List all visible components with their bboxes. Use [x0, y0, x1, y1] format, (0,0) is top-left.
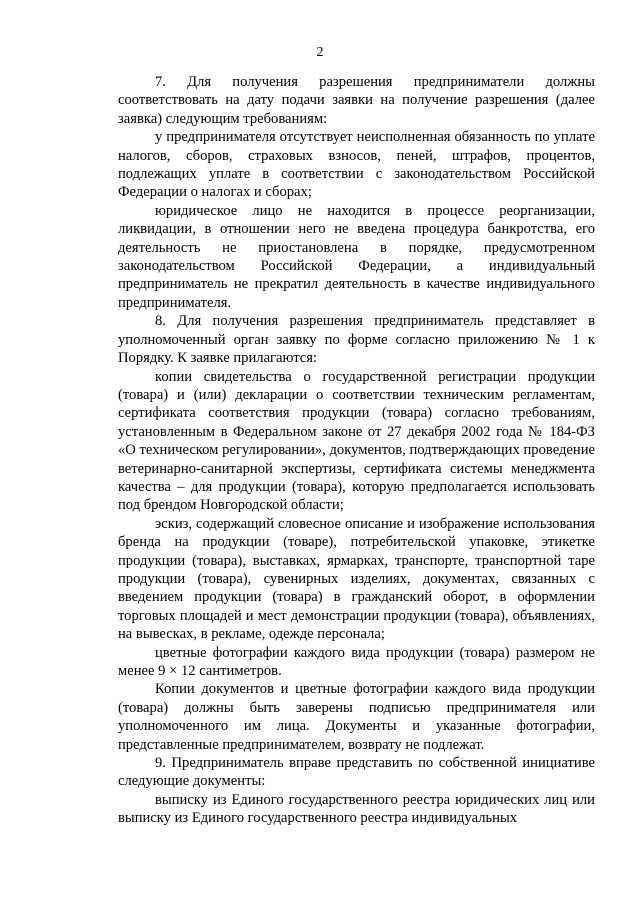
- paragraph-9-optional-documents: 9. Предприниматель вправе представить по собственной инициативе следующие документы:: [118, 755, 595, 790]
- paragraph-document-certification: Копии документов и цветные фотографии каждого вида продукции (товара) должны быть заверены подписью предпринимателя или уполномоченного им лица. Документы и указанные фотографии, представленные предпринимателем, возврату не подлежат.: [118, 681, 595, 753]
- paragraph-registry-extract: выписку из Единого государственного реестра юридических лиц или выписку из Единого государственного реестра индивидуальных: [118, 791, 595, 827]
- paragraph-legal-entity-status: юридическое лицо не находится в процессе реорганизации, ликвидации, в отношении него не введена процедура банкротства, его деятельность не приостановлена в порядке, предусмотренном законодательством Российской Федерации, а индивидуальный предприниматель не прекратил деятельность в качестве индивидуального предпринимателя.: [118, 202, 595, 311]
- paragraph-color-photos: цветные фотографии каждого вида продукции (товара) размером не менее 9 × 12 сантиметров.: [118, 644, 595, 679]
- page-number: 2: [316, 45, 324, 60]
- paragraph-7-requirements: 7. Для получения разрешения предприниматели должны соответствовать на дату подачи заявки на получение разрешения (далее заявка) следующим требованиям:: [118, 74, 595, 127]
- paragraph-8-application: 8. Для получения разрешения предприниматель представляет в уполномоченный орган заявку по форме согласно приложению № 1 к Порядку. К заявке прилагаются:: [118, 313, 595, 367]
- paragraph-tax-obligations: у предпринимателя отсутствует неисполненная обязанность по уплате налогов, сборов, страховых взносов, пеней, штрафов, процентов, подлежащих уплате в соответствии с законодательством Российской Федерации о налогах и сборах;: [118, 129, 595, 201]
- paragraph-brand-sketch: эскиз, содержащий словесное описание и изображение использования бренда на продукции (товаре), потребительской упаковке, этикетке продукции (товара), выставках, ярмарках, транспорте, транспортной таре продукции (товара), сувенирных изделиях, документах, связанных с введением продукции (товара) в гражданский оборот, в оформлении торговых площадей и мест демонстрации продукции (товара), объявлениях, на вывесках, в рекламе, одежде персонала;: [118, 515, 595, 643]
- document-body: [118, 73, 595, 828]
- paragraph-certificate-copies: копии свидетельства о государственной регистрации продукции (товара) и (или) декларации о соответствии техническим регламентам, сертификата соответствия продукции (товара) согласно требованиям, установленным в Федеральном законе от 27 декабря 2002 года № 184-ФЗ «О техническом регулировании», документов, подтверждающих проведение ветеринарно-санитарной экспертизы, сертификата системы менеджмента качества – для продукции (товара), которую предполагается использовать под брендом Новгородской области;: [118, 368, 595, 514]
